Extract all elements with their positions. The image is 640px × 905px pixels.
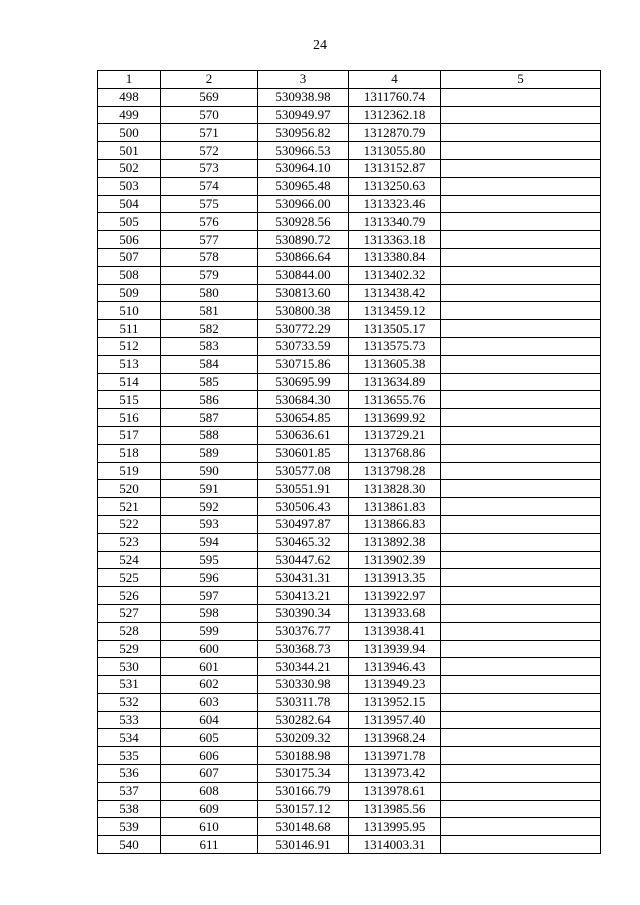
table-cell: 522 [98,515,161,533]
table-cell: 1313402.32 [349,266,441,284]
table-row [98,177,601,195]
table-cell [441,515,601,533]
table-cell: 1313055.80 [349,142,441,160]
table-row [98,782,601,800]
table-row [98,498,601,516]
column-header: 5 [441,71,601,89]
table-cell: 600 [161,640,258,658]
table-row [98,604,601,622]
table-cell: 530506.43 [258,498,349,516]
table-row [98,480,601,498]
table-cell: 530965.48 [258,177,349,195]
table-cell: 1313340.79 [349,213,441,231]
table-cell: 583 [161,337,258,355]
table-cell: 1312362.18 [349,106,441,124]
table-cell: 529 [98,640,161,658]
table-cell: 578 [161,248,258,266]
table-cell: 582 [161,320,258,338]
table-cell: 530733.59 [258,337,349,355]
table-cell: 526 [98,587,161,605]
table-cell: 530 [98,658,161,676]
table-cell: 518 [98,444,161,462]
table-cell: 530772.29 [258,320,349,338]
table-cell: 532 [98,693,161,711]
table-cell: 504 [98,195,161,213]
table-cell: 1313933.68 [349,604,441,622]
table-cell: 516 [98,409,161,427]
table-row [98,409,601,427]
page-number: 24 [313,38,327,53]
table-cell [441,320,601,338]
table-row [98,426,601,444]
table-cell: 577 [161,231,258,249]
table-cell: 530577.08 [258,462,349,480]
table-cell: 1313699.92 [349,409,441,427]
table-cell: 574 [161,177,258,195]
table-cell [441,124,601,142]
table-row [98,836,601,854]
table-cell: 1313380.84 [349,248,441,266]
table-cell: 513 [98,355,161,373]
table-cell: 587 [161,409,258,427]
table-cell: 511 [98,320,161,338]
table-cell: 589 [161,444,258,462]
table-cell: 1313363.18 [349,231,441,249]
table-cell: 1313985.56 [349,800,441,818]
table-cell: 573 [161,159,258,177]
column-header: 3 [258,71,349,89]
table-row [98,729,601,747]
table-cell [441,729,601,747]
table-cell [441,426,601,444]
table-cell: 530551.91 [258,480,349,498]
table-cell: 610 [161,818,258,836]
table-cell: 519 [98,462,161,480]
table-cell: 588 [161,426,258,444]
table-cell: 1313505.17 [349,320,441,338]
table-cell [441,800,601,818]
table-cell: 530601.85 [258,444,349,462]
table-cell: 585 [161,373,258,391]
table-row [98,462,601,480]
table-cell: 569 [161,88,258,106]
table-cell [441,711,601,729]
table-cell: 1313250.63 [349,177,441,195]
table-cell: 1313978.61 [349,782,441,800]
table-row [98,444,601,462]
table-cell: 531 [98,676,161,694]
table-cell [441,355,601,373]
table-cell: 514 [98,373,161,391]
table-cell: 591 [161,480,258,498]
coordinates-table [97,70,601,854]
table-cell: 570 [161,106,258,124]
table-cell: 1313957.40 [349,711,441,729]
table-cell: 1314003.31 [349,836,441,854]
table-cell: 530368.73 [258,640,349,658]
table-cell: 1313634.89 [349,373,441,391]
table-cell [441,88,601,106]
table-cell: 530376.77 [258,622,349,640]
column-header: 2 [161,71,258,89]
table-cell: 509 [98,284,161,302]
table-cell [441,498,601,516]
table-cell [441,533,601,551]
table-cell: 597 [161,587,258,605]
table-cell: 505 [98,213,161,231]
table-cell: 530966.00 [258,195,349,213]
table-cell [441,213,601,231]
table-cell [441,658,601,676]
column-header: 1 [98,71,161,89]
table-cell: 1313861.83 [349,498,441,516]
table-cell: 527 [98,604,161,622]
table-cell [441,551,601,569]
table-cell: 507 [98,248,161,266]
table-cell: 1313438.42 [349,284,441,302]
table-row [98,373,601,391]
table-row [98,88,601,106]
table-cell: 512 [98,337,161,355]
table-row [98,266,601,284]
table-cell: 1313323.46 [349,195,441,213]
table-header-row [98,71,601,89]
table-cell: 515 [98,391,161,409]
table-body [98,88,601,853]
table-cell: 575 [161,195,258,213]
table-row [98,800,601,818]
table-cell: 524 [98,551,161,569]
table-cell: 534 [98,729,161,747]
table-row [98,231,601,249]
table-row [98,337,601,355]
table-row [98,693,601,711]
table-cell: 1313828.30 [349,480,441,498]
table-row [98,711,601,729]
table-cell: 530344.21 [258,658,349,676]
table-row [98,213,601,231]
table-cell: 530497.87 [258,515,349,533]
table-cell: 601 [161,658,258,676]
table-cell: 498 [98,88,161,106]
table-row [98,551,601,569]
table-cell: 595 [161,551,258,569]
table-cell: 1313952.15 [349,693,441,711]
table-cell [441,836,601,854]
table-cell [441,782,601,800]
table-row [98,533,601,551]
table-cell: 530447.62 [258,551,349,569]
table-cell: 530282.64 [258,711,349,729]
table-cell [441,640,601,658]
table-cell: 1313655.76 [349,391,441,409]
table-cell [441,693,601,711]
table-cell: 530146.91 [258,836,349,854]
table-cell [441,587,601,605]
table-cell: 611 [161,836,258,854]
table-cell [441,231,601,249]
table-cell: 530311.78 [258,693,349,711]
table-cell: 500 [98,124,161,142]
table-cell [441,248,601,266]
table-cell [441,177,601,195]
table-row [98,355,601,373]
table-cell [441,622,601,640]
table-cell: 1313971.78 [349,747,441,765]
table-cell: 1313973.42 [349,765,441,783]
table-cell: 525 [98,569,161,587]
table-cell: 530715.86 [258,355,349,373]
table-cell: 530330.98 [258,676,349,694]
table-cell: 530695.99 [258,373,349,391]
table-cell: 571 [161,124,258,142]
table-cell: 530813.60 [258,284,349,302]
table-cell: 537 [98,782,161,800]
table-cell: 535 [98,747,161,765]
table-cell [441,604,601,622]
column-header: 4 [349,71,441,89]
table-cell: 586 [161,391,258,409]
table-cell [441,569,601,587]
table-cell: 1313913.35 [349,569,441,587]
table-row [98,391,601,409]
table-cell: 530636.61 [258,426,349,444]
table-cell: 530209.32 [258,729,349,747]
table-cell: 599 [161,622,258,640]
table-cell: 1313729.21 [349,426,441,444]
table-cell: 530800.38 [258,302,349,320]
table-row [98,515,601,533]
table-cell [441,195,601,213]
table-row [98,622,601,640]
table-cell: 533 [98,711,161,729]
table-cell: 506 [98,231,161,249]
table-cell: 604 [161,711,258,729]
table-row [98,302,601,320]
table-cell: 1313605.38 [349,355,441,373]
table-row [98,765,601,783]
table-cell: 530175.34 [258,765,349,783]
table-cell: 530949.97 [258,106,349,124]
table-cell: 1313922.97 [349,587,441,605]
table-row [98,106,601,124]
table-row [98,587,601,605]
table-cell [441,391,601,409]
table-cell: 1313575.73 [349,337,441,355]
table-cell: 593 [161,515,258,533]
table-cell: 530890.72 [258,231,349,249]
table-cell: 584 [161,355,258,373]
table-row [98,248,601,266]
table-cell: 1313949.23 [349,676,441,694]
table-cell: 1313152.87 [349,159,441,177]
table-cell: 1313798.28 [349,462,441,480]
table-cell: 576 [161,213,258,231]
table-cell [441,462,601,480]
table-cell: 580 [161,284,258,302]
table-cell: 603 [161,693,258,711]
table-row [98,142,601,160]
table-row [98,747,601,765]
table-cell [441,302,601,320]
table-cell [441,266,601,284]
table-cell: 592 [161,498,258,516]
table-cell [441,480,601,498]
table-cell: 1313946.43 [349,658,441,676]
table-cell [441,765,601,783]
table-cell: 536 [98,765,161,783]
table-cell: 1313459.12 [349,302,441,320]
table-cell: 502 [98,159,161,177]
table-row [98,284,601,302]
table-cell: 530465.32 [258,533,349,551]
table-row [98,569,601,587]
table-cell: 530157.12 [258,800,349,818]
table-cell: 508 [98,266,161,284]
table-cell: 530431.31 [258,569,349,587]
table-cell [441,409,601,427]
table-cell [441,106,601,124]
table-cell: 530866.64 [258,248,349,266]
table-cell [441,444,601,462]
table-cell: 607 [161,765,258,783]
table-cell: 540 [98,836,161,854]
table-cell: 503 [98,177,161,195]
table-cell: 1313902.39 [349,551,441,569]
table-cell: 530413.21 [258,587,349,605]
table-cell: 539 [98,818,161,836]
table-cell [441,159,601,177]
table-cell: 1311760.74 [349,88,441,106]
table-cell: 606 [161,747,258,765]
table-cell: 530956.82 [258,124,349,142]
table-row [98,818,601,836]
table-cell: 523 [98,533,161,551]
table-cell: 530844.00 [258,266,349,284]
table-row [98,658,601,676]
table-cell: 581 [161,302,258,320]
table-cell: 517 [98,426,161,444]
table-row [98,320,601,338]
table-cell [441,373,601,391]
table-cell: 609 [161,800,258,818]
table-cell [441,142,601,160]
table-cell: 530166.79 [258,782,349,800]
table-cell: 530148.68 [258,818,349,836]
table-cell [441,337,601,355]
table-cell: 1312870.79 [349,124,441,142]
table-cell: 528 [98,622,161,640]
table-cell: 605 [161,729,258,747]
table-cell: 1313968.24 [349,729,441,747]
table-cell: 530684.30 [258,391,349,409]
table-cell: 590 [161,462,258,480]
table-row [98,159,601,177]
table-cell [441,676,601,694]
table-cell: 521 [98,498,161,516]
table-cell: 572 [161,142,258,160]
table-cell: 520 [98,480,161,498]
table-cell: 1313938.41 [349,622,441,640]
table-cell [441,284,601,302]
table-cell: 510 [98,302,161,320]
table-cell [441,747,601,765]
table-cell: 538 [98,800,161,818]
table-cell: 530390.34 [258,604,349,622]
table-cell: 530966.53 [258,142,349,160]
table-cell: 1313995.95 [349,818,441,836]
table-row [98,195,601,213]
table-cell [441,818,601,836]
table-row [98,640,601,658]
table-cell: 1313768.86 [349,444,441,462]
table-cell: 579 [161,266,258,284]
table-cell: 499 [98,106,161,124]
table-cell: 501 [98,142,161,160]
table-cell: 602 [161,676,258,694]
table-cell: 598 [161,604,258,622]
table-cell: 530938.98 [258,88,349,106]
table-cell: 594 [161,533,258,551]
table-cell: 1313892.38 [349,533,441,551]
table-cell: 530928.56 [258,213,349,231]
table-cell: 530654.85 [258,409,349,427]
table-cell: 530188.98 [258,747,349,765]
table-cell: 608 [161,782,258,800]
table-cell: 1313866.83 [349,515,441,533]
table-row [98,676,601,694]
table-row [98,124,601,142]
table-cell: 596 [161,569,258,587]
table-cell: 1313939.94 [349,640,441,658]
table-cell: 530964.10 [258,159,349,177]
